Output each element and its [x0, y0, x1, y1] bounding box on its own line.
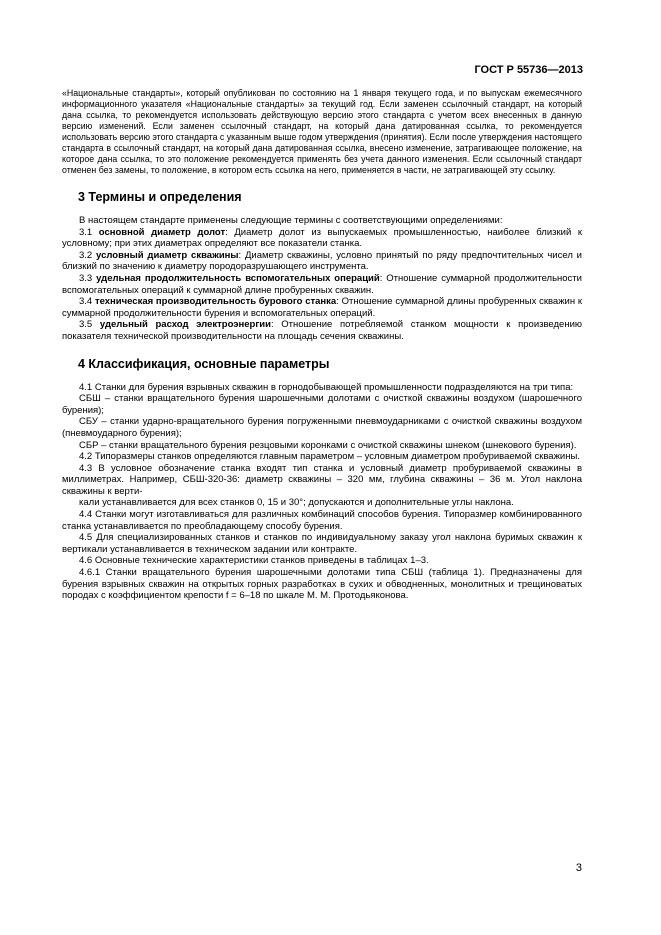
type-sbsh: СБШ – станки вращательного бурения шарошечными долотами с очисткой скважины воздухом (шарошечного бурения); — [62, 393, 582, 416]
clause-4-1: 4.1 Станки для бурения взрывных скважин в горнодобывающей промышленности подразделяются на три типа: — [79, 381, 574, 393]
term-definition: : Диаметр долот из выпускаемых промышленностью, наиболее близкий к условному; при этих диаметрах определяют все показатели станка. — [62, 226, 582, 250]
term-3-5 — [62, 319, 582, 342]
term-name: основной диаметр долот — [98, 226, 226, 238]
term-3-4 — [62, 296, 582, 319]
section-3-title: 3 Термины и определения — [78, 190, 242, 204]
clause-4-6: 4.6 Основные технические характеристики станков приведены в таблицах 1–3. — [79, 555, 429, 567]
term-3-2 — [62, 250, 582, 273]
clause-4-2: 4.2 Типоразмеры станков определяются главным параметром – условным диаметром пробуриваемой скважины. — [79, 451, 580, 463]
type-sbu: СБУ – станки ударно-вращательного бурения погруженными пневмоударниками с очисткой скважины воздухом (пневмоударного бурения); — [62, 416, 582, 439]
clause-4-6-1: 4.6.1 Станки вращательного бурения шарошечными долотами типа СБШ (таблица 1). Предназначены для бурения взрывных скважин на открытых горных разработках в сухих и обводненных, монолитных и трещиноватых породах с коэффициентом крепости f = 6–18 по шкале М. М. Протодьяконова. — [62, 567, 582, 602]
section-4-title: 4 Классификация, основные параметры — [78, 356, 330, 371]
page-header: ГОСТ Р 55736—2013 — [474, 64, 583, 76]
clause-4-5: 4.5 Для специализированных станков и станков по индивидуальному заказу угол наклона буримых скважин к вертикали устанавливается в техническом задании или контракте. — [62, 532, 582, 555]
term-number: 3.4 — [79, 296, 95, 308]
term-name: удельная продолжительность вспомогательных операций — [96, 272, 380, 284]
term-name: условный диаметр скважины — [96, 249, 239, 261]
page-number: 3 — [575, 862, 582, 874]
term-definition: : Отношение суммарной длины пробуренных скважин к суммарной продолжительности бурения и вспомогательных операций. — [62, 296, 582, 319]
term-3-3 — [62, 273, 582, 296]
clause-4-3-continued: кали устанавливается для всех станков 0, 15 и 30°; допускаются и дополнительные углы наклона. — [79, 497, 514, 509]
clause-4-4: 4.4 Станки могут изготавливаться для различных комбинаций способов бурения. Типоразмер комбинированного станка устанавливается по преобладающему способу бурения. — [62, 509, 582, 532]
page-content — [62, 88, 582, 602]
term-number: 3.2 — [79, 249, 97, 261]
term-definition: : Отношение суммарной продолжительности вспомогательных операций к суммарной длине пробуренных скважин. — [62, 272, 582, 296]
term-3-1 — [62, 227, 582, 250]
term-name: удельный расход электроэнергии — [99, 319, 271, 331]
section-3-lead: В настоящем стандарте применены следующие термины с соответствующими определениями: — [79, 215, 503, 226]
term-definition: : Диаметр скважины, условно принятый по ряду предпочтительных чисел и близкий по значению к диаметру породоразрушающего инструмента. — [62, 249, 582, 273]
clause-4-3: 4.3 В условное обозначение станка входят тип станка и условный диаметр пробуриваемой скважины в миллиметрах. Например, СБШ-320-36: диаметр скважины – 320 мм, глубина скважины – 36 м. Угол наклона скважины к верти- — [62, 462, 582, 497]
intro-paragraph: «Национальные стандарты», который опубликован по состоянию на 1 января текущего года, и по выпускам ежемесячного информационного указателя «Национальные стандарты» за текущий год. Если заменен ссылочный стандарт, на который дана ссылка, то рекомендуется использовать действующую версию этого стандарта с учетом всех внесенных в данную версию изменений. Если заменен ссылочный стандарт, на который дана датированная ссылка, то рекомендуется использовать версию этого стандарта с указанным выше годом утверждения (принятия). Если после утверждения настоящего стандарта в ссылочный стандарт, на который дана датированная ссылка, внесено изменение, затрагивающее положение, на которое дана ссылка, то это положение рекомендуется применять без учета данного изменения. Если ссылочный стандарт отменен без замены, то положение, в котором есть ссылка на него, применяется в части, не затрагивающей эту ссылку. — [62, 88, 582, 175]
term-number: 3.5 — [79, 319, 100, 331]
type-sbr: СБР – станки вращательного бурения резцовыми коронками с очисткой скважины шнеком (шнекового бурения). — [79, 439, 577, 451]
term-number: 3.3 — [79, 272, 97, 284]
term-definition: : Отношение потребляемой станком мощности к произведению показателя технической производительности на площадь сечения скважины. — [62, 319, 582, 342]
term-number: 3.1 — [79, 226, 99, 238]
term-name: техническая производительность бурового станка — [94, 296, 337, 308]
